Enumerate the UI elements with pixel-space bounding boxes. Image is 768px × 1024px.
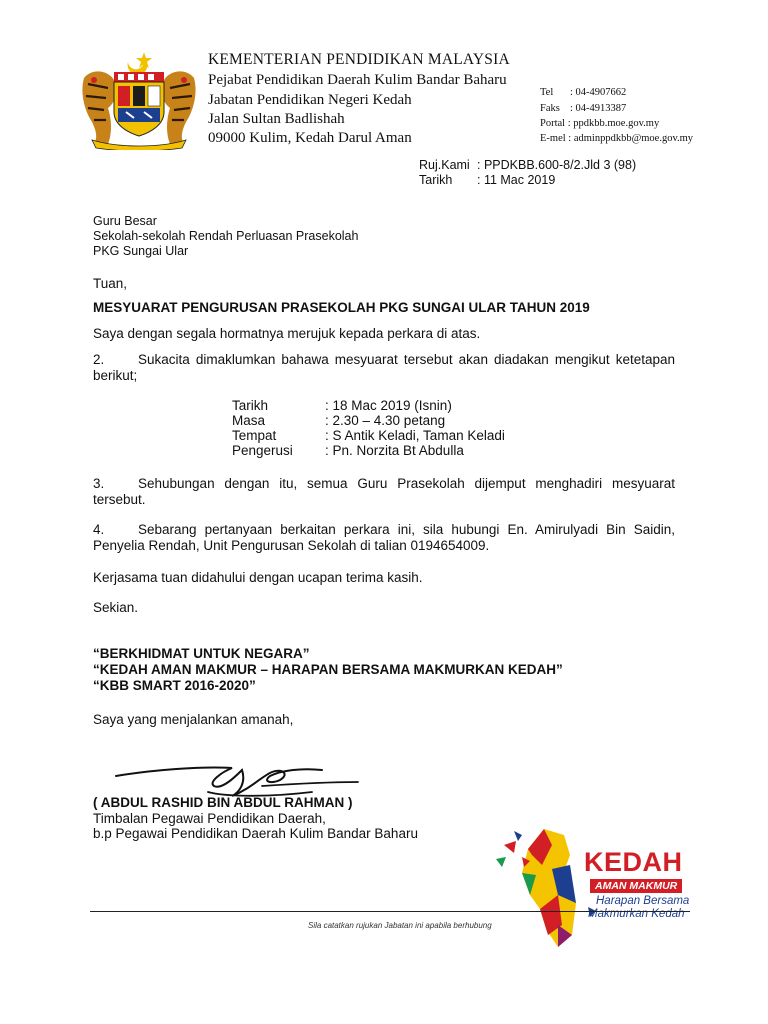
- signer-title-1: Timbalan Pegawai Pendidikan Daerah,: [93, 811, 326, 826]
- date-value: : 11 Mac 2019: [477, 173, 556, 187]
- letter-date: [419, 173, 555, 187]
- portal-value: : ppdkbb.moe.gov.my: [567, 118, 660, 129]
- kedah-logo-subtitle: AMAN MAKMUR: [590, 879, 682, 893]
- ref-value: : PPDKBB.600-8/2.Jld 3 (98): [477, 158, 637, 172]
- street-address: Jalan Sultan Badlishah: [208, 111, 345, 127]
- footer-note: Sila catatkan rujukan Jabatan ini apabila berhubung: [308, 921, 492, 930]
- paragraph-3-number: 3.: [93, 476, 105, 491]
- paragraph-4-number: 4.: [93, 522, 105, 537]
- paragraph-2-number: 2.: [93, 352, 105, 367]
- paragraph-4-text: Sebarang pertanyaan berkaitan perkara ini, sila hubungi En. Amirulyadi Bin Saidin, Penyelia Rendah, Unit Pengurusan Sekolah di talian 0194654009.: [93, 522, 675, 553]
- fax-value: : 04-4913387: [570, 103, 627, 114]
- detail-value: : S Antik Keladi, Taman Keladi: [325, 428, 505, 443]
- postcode-address: 09000 Kulim, Kedah Darul Aman: [208, 130, 412, 146]
- email-label: E-mel: [540, 133, 566, 144]
- detail-label: Tempat: [232, 428, 277, 443]
- detail-label: Tarikh: [232, 398, 269, 413]
- date-label: Tarikh: [419, 173, 453, 187]
- reference-number: [419, 158, 636, 172]
- motto-2: “KEDAH AMAN MAKMUR – HARAPAN BERSAMA MAKMURKAN KEDAH”: [93, 662, 563, 677]
- ref-label: Ruj.Kami: [419, 158, 470, 172]
- footer-divider: [90, 911, 690, 912]
- detail-value: : Pn. Norzita Bt Abdulla: [325, 443, 464, 458]
- detail-venue: [232, 428, 505, 443]
- contact-email: [540, 133, 693, 144]
- coat-of-arms-logo: [78, 48, 200, 150]
- contact-tel: [540, 87, 626, 98]
- motto-3: “KBB SMART 2016-2020”: [93, 678, 256, 693]
- motto-1: “BERKHIDMAT UNTUK NEGARA”: [93, 646, 310, 661]
- paragraph-3-text: Sehubungan dengan itu, semua Guru Prasekolah dijemput menghadiri mesyuarat tersebut.: [93, 476, 675, 507]
- paragraph-2-text: Sukacita dimaklumkan bahawa mesyuarat tersebut akan diadakan mengikut ketetapan berikut;: [93, 352, 675, 383]
- recipient-line-3: PKG Sungai Ular: [93, 244, 189, 258]
- paragraph-4: [93, 522, 675, 554]
- detail-chair: [232, 443, 464, 458]
- salutation: Tuan,: [93, 276, 128, 291]
- detail-value: : 18 Mac 2019 (Isnin): [325, 398, 452, 413]
- closing-line: Sekian.: [93, 600, 139, 615]
- ministry-name: KEMENTERIAN PENDIDIKAN MALAYSIA: [208, 51, 510, 68]
- kedah-logo-tagline-2: Makmurkan Kedah: [588, 908, 685, 920]
- portal-label: Portal: [540, 118, 566, 129]
- sign-intro: Saya yang menjalankan amanah,: [93, 712, 294, 727]
- fax-label: Faks: [540, 103, 560, 114]
- detail-label: Masa: [232, 413, 266, 428]
- tel-value: : 04-4907662: [570, 87, 627, 98]
- office-name: Pejabat Pendidikan Daerah Kulim Bandar Baharu: [208, 72, 507, 88]
- kedah-aman-makmur-logo: [492, 825, 720, 947]
- paragraph-1: Saya dengan segala hormatnya merujuk kepada perkara di atas.: [93, 326, 481, 341]
- contact-fax: [540, 103, 626, 114]
- kedah-logo-title: KEDAH: [584, 847, 683, 877]
- detail-time: [232, 413, 445, 428]
- detail-label: Pengerusi: [232, 443, 293, 458]
- paragraph-2: [93, 352, 675, 384]
- paragraph-3: [93, 476, 675, 508]
- email-value: : adminppdkbb@moe.gov.my: [568, 133, 694, 144]
- department-name: Jabatan Pendidikan Negeri Kedah: [208, 92, 412, 108]
- contact-portal: [540, 118, 659, 129]
- tel-label: Tel: [540, 87, 554, 98]
- thanks-line: Kerjasama tuan didahului dengan ucapan terima kasih.: [93, 570, 423, 585]
- signer-title-2: b.p Pegawai Pendidikan Daerah Kulim Bandar Baharu: [93, 826, 418, 841]
- detail-date: [232, 398, 452, 413]
- letter-subject: MESYUARAT PENGURUSAN PRASEKOLAH PKG SUNGAI ULAR TAHUN 2019: [93, 300, 590, 315]
- kedah-logo-tagline-1: Harapan Bersama: [596, 895, 690, 907]
- detail-value: : 2.30 – 4.30 petang: [325, 413, 446, 428]
- recipient-line-2: Sekolah-sekolah Rendah Perluasan Prasekolah: [93, 229, 359, 243]
- signer-name: ( ABDUL RASHID BIN ABDUL RAHMAN ): [93, 795, 353, 810]
- recipient-line-1: Guru Besar: [93, 214, 157, 228]
